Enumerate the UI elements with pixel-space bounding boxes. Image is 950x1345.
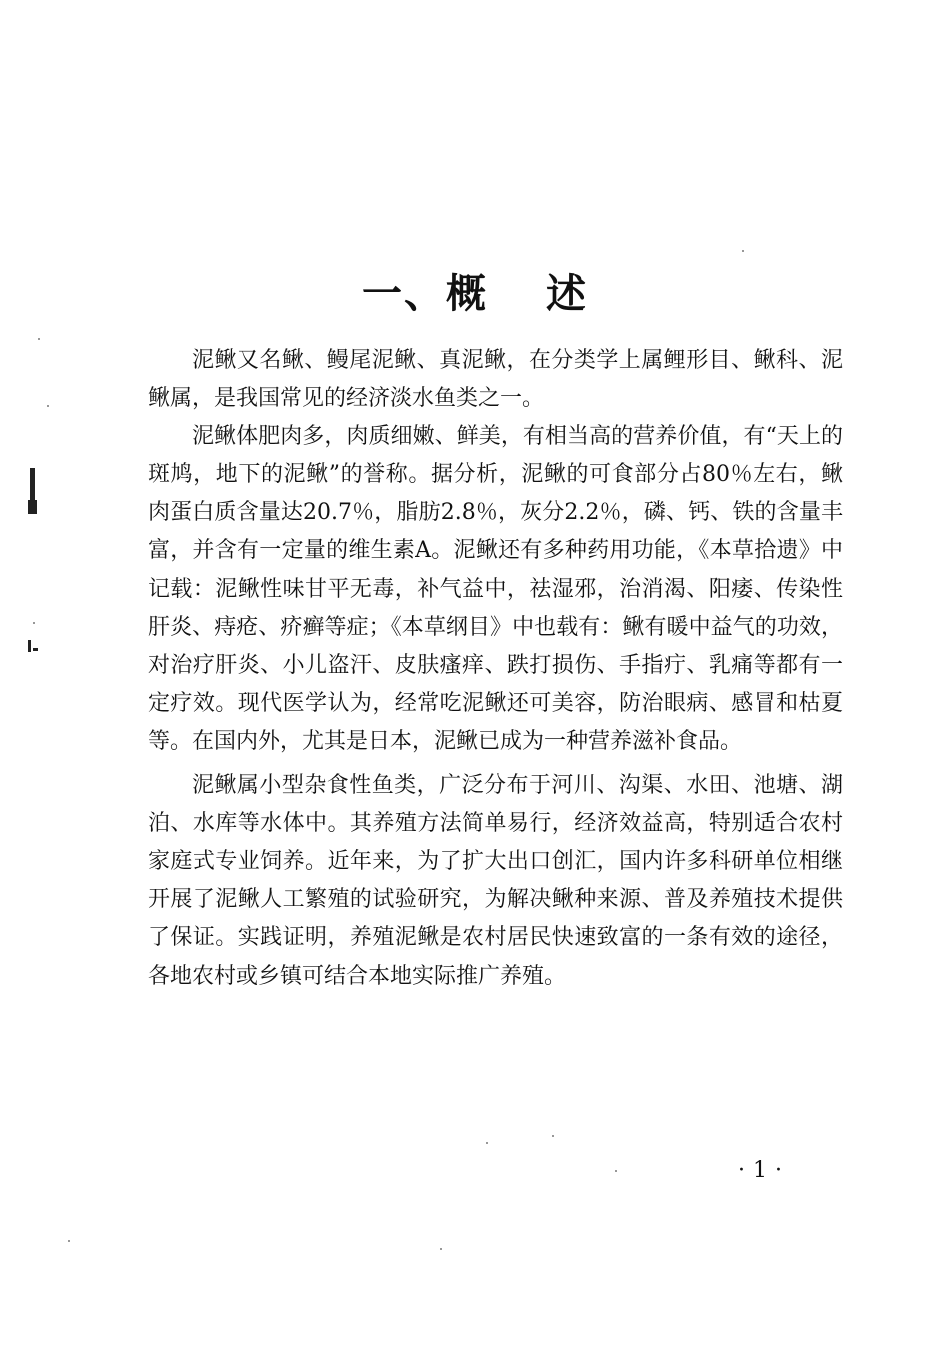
scan-mark [28,500,37,514]
chapter-title [0,262,950,319]
scan-mark [33,648,38,651]
paragraph-1: 泥鳅又名鳅、鳗尾泥鳅、真泥鳅，在分类学上属鲤形目、鳅科、泥鳅属，是我国常见的经济淡水鱼类之一。 [148,348,843,412]
scan-speck [742,250,744,252]
scan-speck [440,1248,442,1250]
body-text [148,342,843,996]
scan-mark [28,640,31,652]
scan-speck [552,1135,554,1137]
scan-speck [68,1240,70,1242]
chapter-title-part1: 一、概 [362,270,488,317]
paragraph-3: 泥鳅属小型杂食性鱼类，广泛分布于河川、沟渠、水田、池塘、湖泊、水库等水体中。其养殖方法简单易行，经济效益高，特别适合农村家庭式专业饲养。近年来，为了扩大出口创汇，国内许多科研单位相继开展了泥鳅人工繁殖的试验研究，为解决鳅种来源、普及养殖技术提供了保证。实践证明，养殖泥鳅是农村居民快速致富的一条有效的途径，各地农村或乡镇可结合本地实际推广养殖。 [148,773,843,989]
chapter-title-part2: 述 [546,270,588,317]
scan-speck [47,405,49,407]
paragraph-2: 泥鳅体肥肉多，肉质细嫩、鲜美，有相当高的营养价值，有“天上的斑鸠，地下的泥鳅”的誉称。据分析，泥鳅的可食部分占80％左右，鳅肉蛋白质含量达20.7％，脂肪2.8％，灰分2.2％，磷、钙、铁的含量丰富，并含有一定量的维生素A。泥鳅还有多种药用功能，《本草拾遗》中记载：泥鳅性味甘平无毒，补气益中，祛湿邪，治消渴、阳痿、传染性肝炎、痔疮、疥癣等症；《本草纲目》中也载有：鳅有暖中益气的功效，对治疗肝炎、小儿盗汗、皮肤瘙痒、跌打损伤、手指疔、乳痛等都有一定疗效。现代医学认为，经常吃泥鳅还可美容，防治眼病、感冒和枯夏等。在国内外，尤其是日本，泥鳅已成为一种营养滋补食品。 [148,424,843,754]
scan-speck [38,338,40,340]
scan-speck [486,1142,488,1144]
scan-speck [615,1170,617,1172]
page-number: ·1· [738,1158,790,1183]
scan-speck [33,622,35,624]
